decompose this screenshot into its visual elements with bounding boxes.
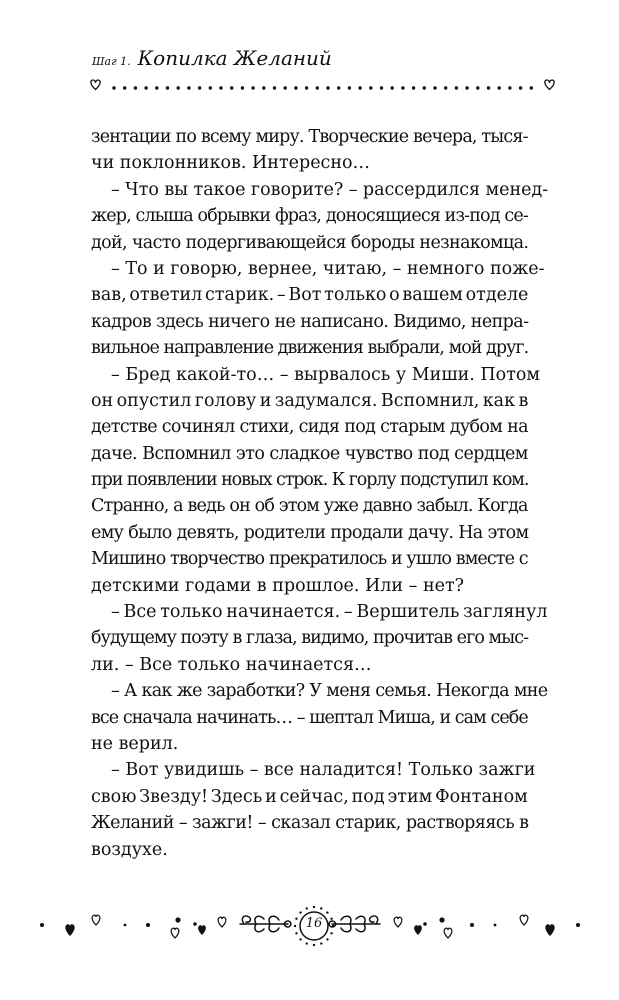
text-line: кадров здесь ничего не написано. Видимо, непра- (91, 311, 529, 332)
text-line: воздухе. (91, 839, 168, 860)
text-line: дой, часто подергивающейся бороды незнакомца. (91, 232, 529, 253)
text-line: Мишино творчество прекратилось и ушло вместе с (91, 549, 528, 570)
text-line: все сначала начинать… – шептал Миша, и сам себе (91, 707, 528, 728)
text-line: ли. – Все только начинается… (91, 654, 372, 675)
text-line: ему было девять, родители продали дачу. На этом (91, 522, 529, 543)
chapter-title: Копилка Желаний (137, 46, 332, 70)
step-label: Шаг 1. (92, 55, 131, 68)
text-line: – А как же заработки? У меня семья. Некогда мне (111, 681, 548, 702)
text-line: вильное направление движения выбрали, мой друг. (91, 338, 529, 359)
text-line: не верил. (91, 733, 179, 754)
text-line: детстве сочинял стихи, сидя под старым дубом на (91, 417, 528, 438)
text-line: – Что вы такое говорите? – рассердился менед- (111, 179, 549, 200)
text-line: вав, ответил старик. – Вот только о вашем отделе (91, 285, 529, 306)
text-line: – Все только начинается. – Вершитель заглянул (111, 602, 548, 623)
running-header (92, 48, 332, 68)
body-text (91, 124, 549, 863)
text-line: чи поклонников. Интересно… (91, 153, 371, 174)
text-line: будущему поэту в глаза, видимо, прочитав его мыс- (91, 628, 529, 649)
header-dotted-divider (90, 77, 560, 97)
text-line: – То и говорю, вернее, читаю, – немного поже- (111, 258, 545, 279)
text-line: – Вот увидишь – все наладится! Только зажги (111, 760, 536, 781)
text-line: при появлении новых строк. К горлу подступил ком. (91, 470, 529, 491)
text-line: детскими годами в прошлое. Или – нет? (91, 575, 465, 596)
text-line: Желаний – зажги! – сказал старик, растворяясь в (91, 813, 529, 834)
page-number: 16 (305, 916, 323, 931)
text-line: жер, слыша обрывки фраз, доносящиеся из-под се- (91, 206, 528, 227)
text-line: – Бред какой-то… – вырвалось у Миши. Потом (111, 364, 541, 385)
text-line: он опустил голову и задумался. Вспомнил, как в (91, 390, 529, 411)
text-line: Странно, а ведь он об этом уже давно забыл. Когда (91, 496, 528, 517)
text-line: свою Звезду! Здесь и сейчас, под этим Фонтаном (91, 786, 528, 807)
text-line: даче. Вспомнил это сладкое чувство под сердцем (91, 443, 528, 464)
text-line: зентации по всему миру. Творческие вечера, тыся- (91, 127, 528, 147)
